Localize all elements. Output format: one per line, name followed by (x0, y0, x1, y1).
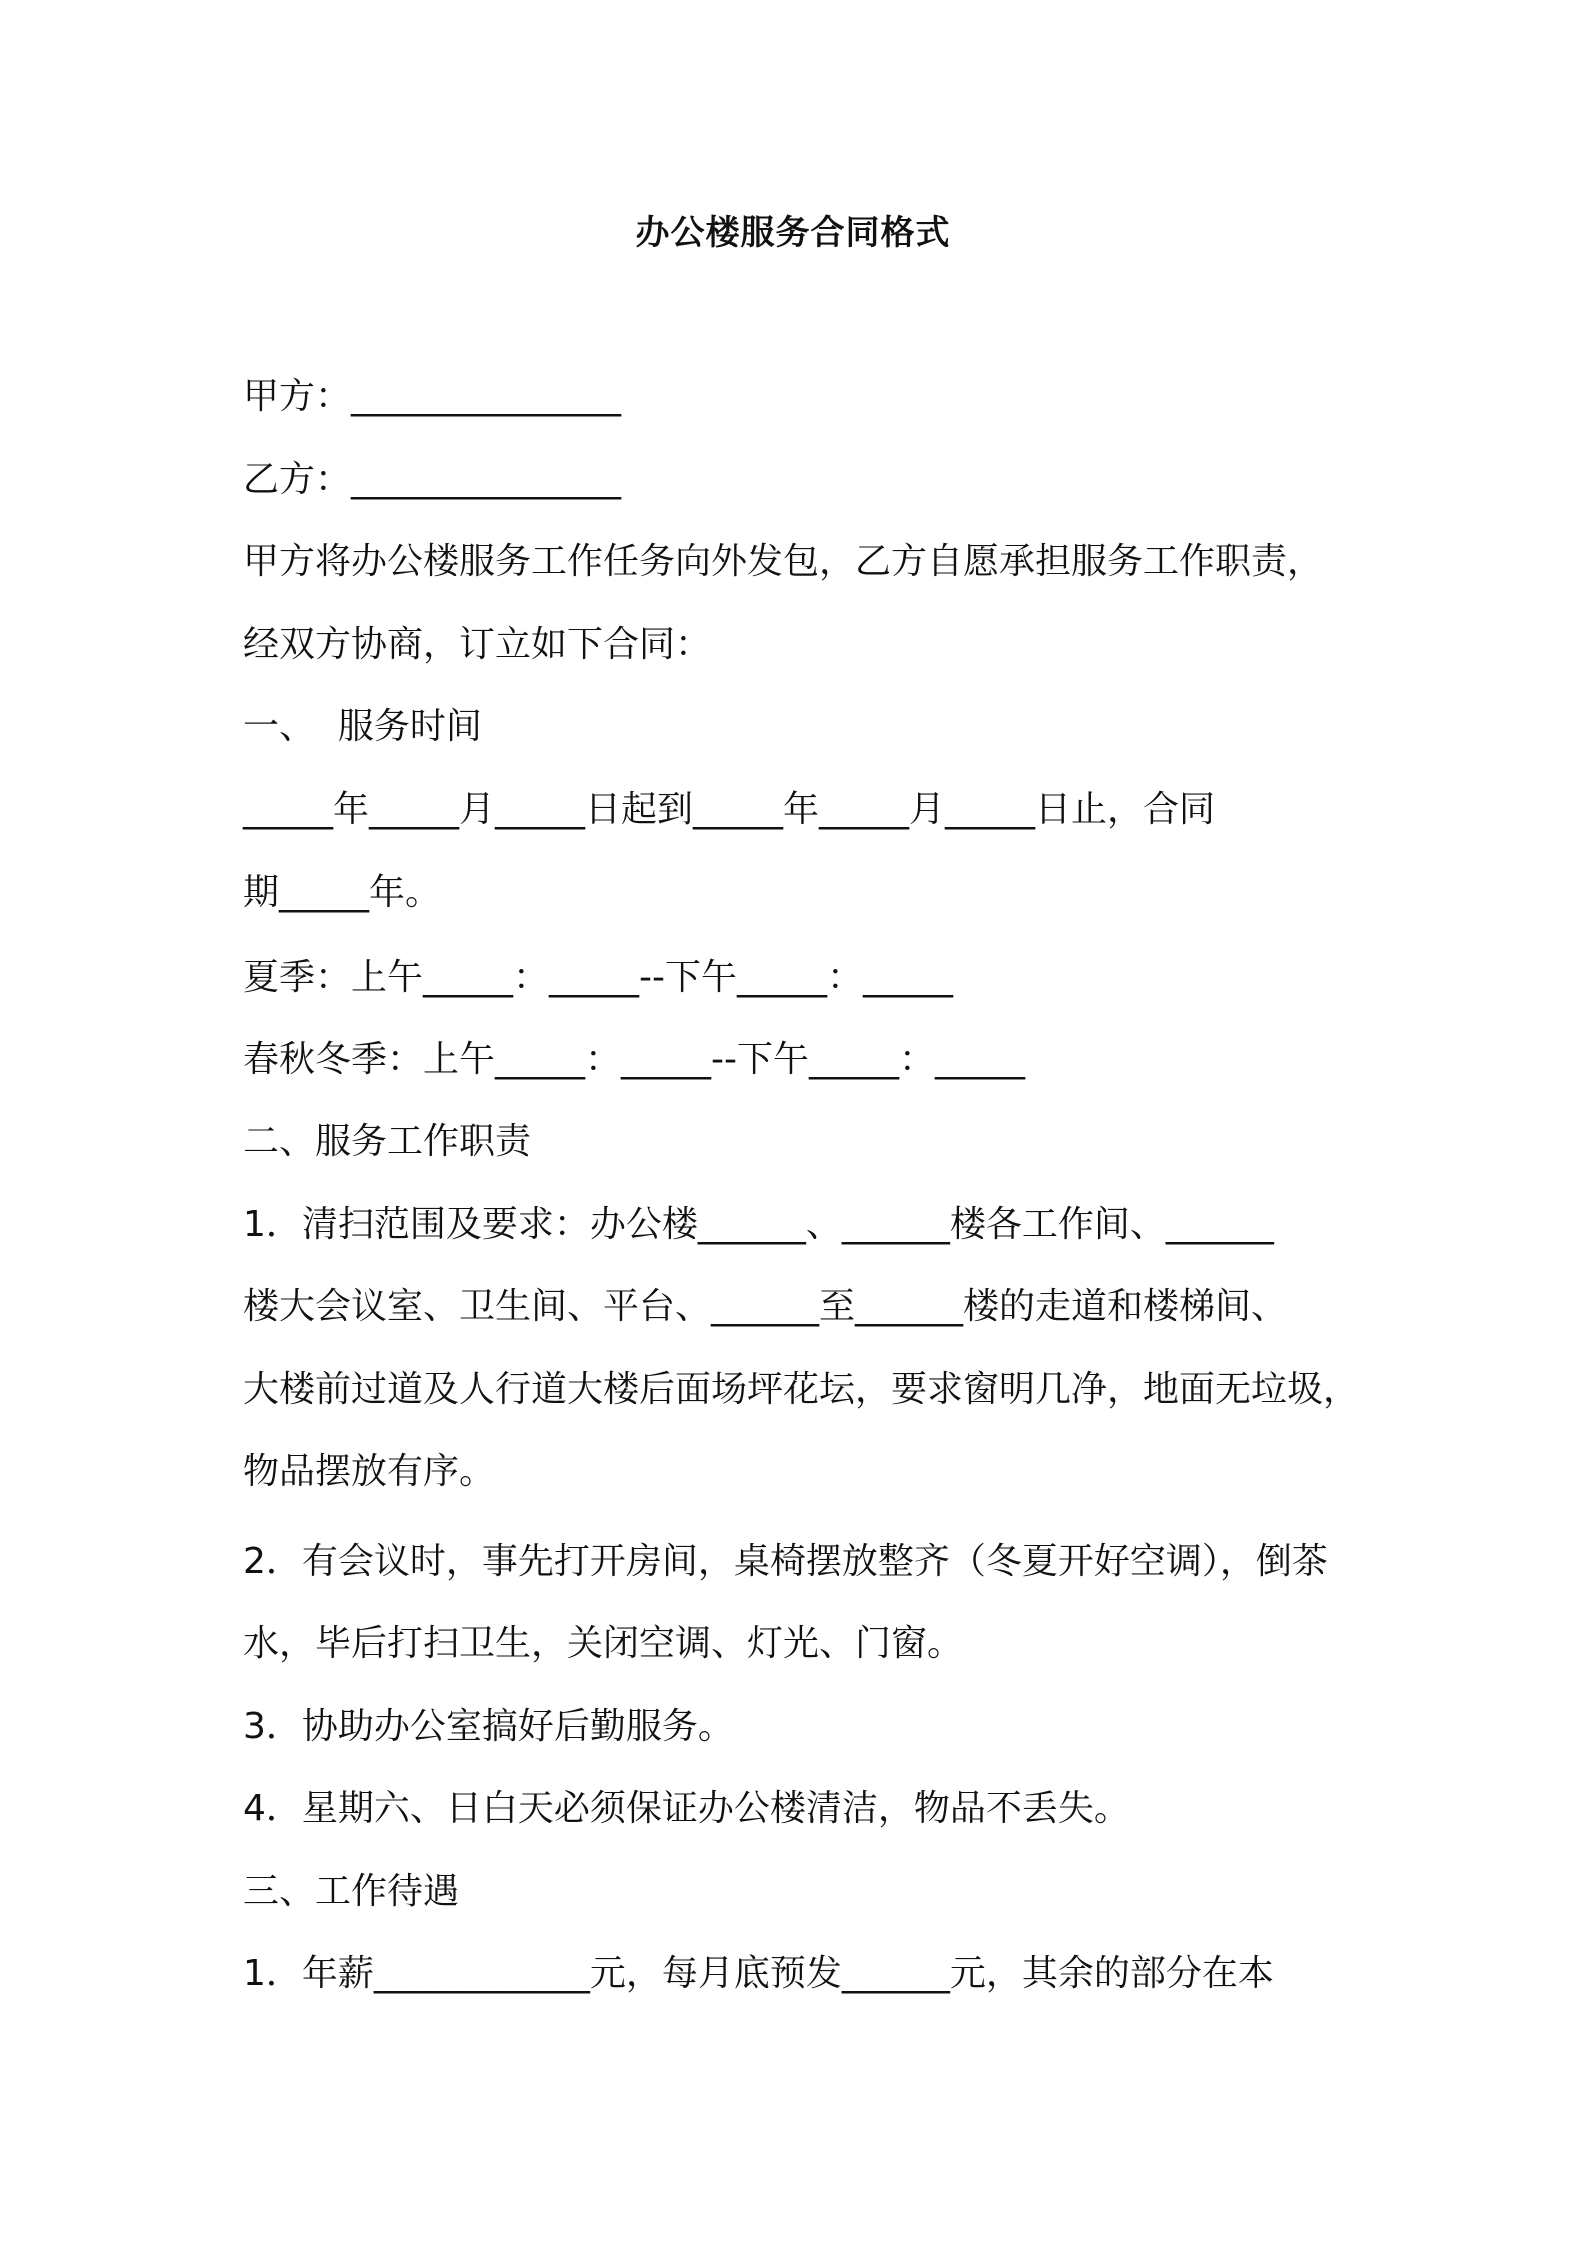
paragraph-line: _____年_____月_____日起到_____年_____月_____日止，合同 (243, 789, 1216, 830)
party-a-line: 甲方：_______________ (243, 376, 622, 417)
paragraph-line: 楼大会议室、卫生间、平台、______至______楼的走道和楼梯间、 (243, 1286, 1288, 1327)
paragraph-line: 大楼前过道及人行道大楼后面场坪花坛，要求窗明几净，地面无垃圾， (243, 1369, 1360, 1410)
paragraph-line: 水，毕后打扫卫生，关闭空调、灯光、门窗。 (243, 1623, 964, 1664)
paragraph-line: 物品摆放有序。 (243, 1451, 496, 1492)
section-heading-compensation: 三、工作待遇 (243, 1871, 460, 1912)
document-title: 办公楼服务合同格式 (635, 213, 951, 253)
duty-item-line: 1．清扫范围及要求：办公楼______、______楼各工作间、______ (243, 1204, 1274, 1245)
section-heading-service-time: 一、 服务时间 (243, 706, 482, 747)
compensation-item-line: 1．年薪____________元，每月底预发______元，其余的部分在本 (243, 1953, 1274, 1994)
section-heading-duties: 二、服务工作职责 (243, 1121, 532, 1162)
duty-item-line: 4．星期六、日白天必须保证办公楼清洁，物品不丢失。 (243, 1788, 1130, 1829)
paragraph-line: 经双方协商，订立如下合同： (243, 624, 712, 665)
paragraph-line: 甲方将办公楼服务工作任务向外发包，乙方自愿承担服务工作职责， (243, 541, 1324, 582)
duty-item-line: 3．协助办公室搞好后勤服务。 (243, 1706, 734, 1747)
duty-item-line: 2．有会议时，事先打开房间，桌椅摆放整齐（冬夏开好空调），倒茶 (243, 1541, 1328, 1582)
summer-hours-line: 夏季：上午_____：_____--下午_____：_____ (243, 957, 953, 998)
spring-autumn-winter-hours-line: 春秋冬季：上午_____：_____--下午_____：_____ (243, 1039, 1025, 1080)
paragraph-line: 期_____年。 (243, 872, 442, 913)
party-b-line: 乙方：_______________ (243, 459, 622, 500)
